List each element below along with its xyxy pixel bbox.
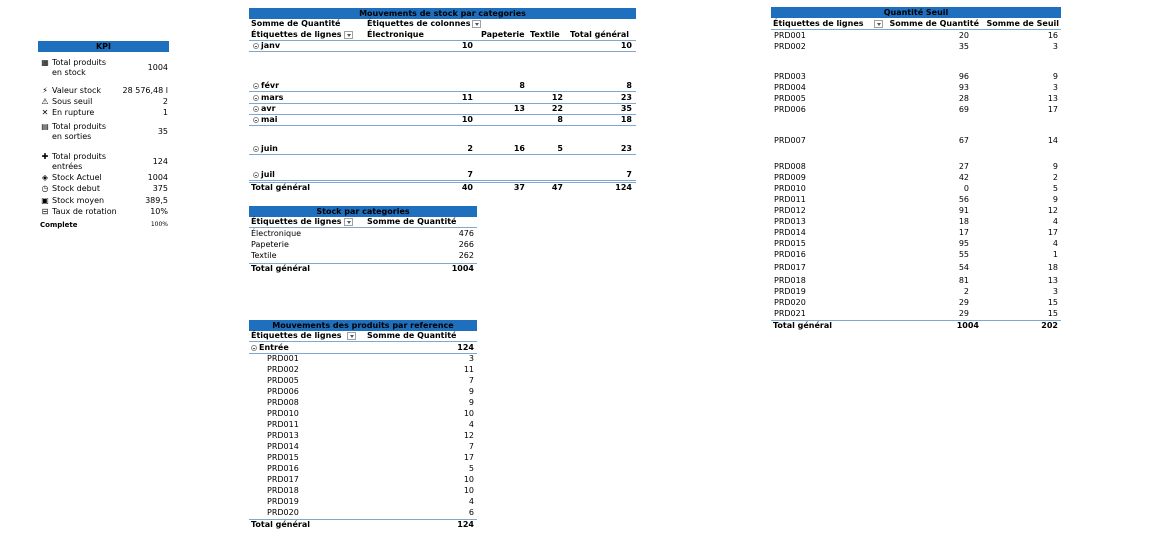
row-label: PRD019 xyxy=(774,287,806,296)
table-cell: 13 xyxy=(513,104,525,113)
row-label: PRD002 xyxy=(267,365,299,374)
seuil-cell: 17 xyxy=(1047,228,1058,237)
row-label: PRD006 xyxy=(774,105,806,114)
total-seuil: 202 xyxy=(1041,321,1058,330)
seuil-cell: 17 xyxy=(1047,105,1058,114)
qty-cell: 0 xyxy=(963,184,969,193)
row-label: PRD016 xyxy=(774,250,806,259)
row-label: PRD004 xyxy=(774,83,806,92)
kpi-value: 28 576,48 l xyxy=(122,86,168,95)
kpi-value: 2 xyxy=(162,97,168,106)
table-cell: 7 xyxy=(467,170,473,179)
total-label: Total général xyxy=(773,321,832,330)
expand-icon[interactable] xyxy=(253,172,259,178)
filter-icon[interactable] xyxy=(347,332,356,340)
table-cell: 262 xyxy=(458,251,474,260)
seuil-cell: 9 xyxy=(1052,72,1058,81)
qty-cell: 96 xyxy=(958,72,969,81)
table-row xyxy=(249,115,636,126)
row-label: PRD011 xyxy=(267,420,299,429)
seuil-cell: 16 xyxy=(1047,31,1058,40)
table-cell: 476 xyxy=(458,229,474,238)
qty-cell: 91 xyxy=(958,206,969,215)
row-header-filter[interactable] xyxy=(249,30,368,41)
row-label[interactable] xyxy=(253,104,276,114)
table-cell: 7 xyxy=(468,442,474,451)
total-cell: 124 xyxy=(615,183,632,192)
table-cell: 2 xyxy=(467,144,473,153)
kpi-label: Total produits en stock xyxy=(52,58,106,77)
qty-cell: 42 xyxy=(958,173,969,182)
clock-icon: ◷ xyxy=(41,184,49,193)
qty-cell: 2 xyxy=(963,287,969,296)
row-label-text: mars xyxy=(261,93,284,102)
seuil-cell: 9 xyxy=(1052,195,1058,204)
pivot-body xyxy=(249,19,636,192)
row-label: PRD014 xyxy=(267,442,299,451)
row-label: PRD018 xyxy=(267,486,299,495)
seuil-cell: 12 xyxy=(1047,206,1058,215)
row-label: Textile xyxy=(251,251,277,260)
row-header-filter[interactable] xyxy=(771,19,889,30)
row-label: PRD017 xyxy=(774,263,806,272)
qty-cell: 27 xyxy=(958,162,969,171)
kpi-value: 375 xyxy=(152,184,168,193)
row-label-text: juil xyxy=(261,170,275,179)
table-cell: 5 xyxy=(557,144,563,153)
table-row xyxy=(249,81,636,92)
row-label-text: avr xyxy=(261,104,276,113)
seuil-cell: 2 xyxy=(1052,173,1058,182)
table-cell: 4 xyxy=(468,497,474,506)
qty-cell: 81 xyxy=(958,276,969,285)
seuil-cell: 3 xyxy=(1052,287,1058,296)
seuil-cell: 13 xyxy=(1047,94,1058,103)
kpi-label: Stock Actuel xyxy=(52,173,102,182)
table-cell: 8 xyxy=(626,81,632,90)
seuil-cell: 13 xyxy=(1047,276,1058,285)
seuil-cell: 1 xyxy=(1052,250,1058,259)
bolt-icon: ⚡ xyxy=(42,86,48,95)
seuil-cell: 4 xyxy=(1052,239,1058,248)
qty-cell: 93 xyxy=(958,83,969,92)
seuil-cell: 14 xyxy=(1047,136,1058,145)
row-label: PRD001 xyxy=(267,354,299,363)
row-header-filter[interactable] xyxy=(249,217,367,228)
kpi-label: Taux de rotation xyxy=(52,207,117,216)
table-row xyxy=(249,41,636,52)
column-header: Total général xyxy=(570,30,629,39)
table-cell: 7 xyxy=(626,170,632,179)
total-label: Total général xyxy=(251,183,310,192)
table-cell: 35 xyxy=(620,104,632,113)
row-label[interactable] xyxy=(253,41,280,51)
expand-icon[interactable] xyxy=(253,117,259,123)
table-cell: 10 xyxy=(463,486,474,495)
row-label: PRD008 xyxy=(774,162,806,171)
table-cell: 10 xyxy=(463,409,474,418)
row-label: PRD011 xyxy=(774,195,806,204)
row-label: PRD015 xyxy=(267,453,299,462)
qty-cell: 95 xyxy=(958,239,969,248)
box-icon: ◈ xyxy=(41,173,49,182)
table-cell: 17 xyxy=(463,453,474,462)
warning-icon: ⚠ xyxy=(41,97,49,106)
row-label: PRD009 xyxy=(774,173,806,182)
qty-cell: 54 xyxy=(958,263,969,272)
table-row xyxy=(249,170,636,181)
table-row xyxy=(249,144,636,155)
kpi-label: En rupture xyxy=(52,108,95,117)
row-label: PRD019 xyxy=(267,497,299,506)
table-cell: 16 xyxy=(513,144,525,153)
kpi-label: Total produits en sorties xyxy=(52,122,106,141)
kpi-value: 124 xyxy=(152,157,168,166)
qty-cell: 35 xyxy=(958,42,969,51)
table-cell: 5 xyxy=(468,464,474,473)
qty-header: Somme de Quantité xyxy=(887,19,979,30)
row-header-label: Étiquettes de lignes xyxy=(251,331,342,340)
pivot-body xyxy=(249,217,477,277)
pivot-body xyxy=(249,331,477,531)
row-label-text: juin xyxy=(261,144,278,153)
table-cell: 22 xyxy=(551,104,563,113)
qty-cell: 56 xyxy=(958,195,969,204)
group-value: 124 xyxy=(457,343,474,352)
row-label: PRD002 xyxy=(774,42,806,51)
expand-icon[interactable] xyxy=(253,83,259,89)
qty-cell: 18 xyxy=(958,217,969,226)
corner-label: Somme de Quantité xyxy=(251,19,341,28)
column-header: Papeterie xyxy=(481,30,525,39)
row-header-filter[interactable] xyxy=(249,331,367,342)
row-label[interactable] xyxy=(253,144,278,154)
kpi-complete-value: 100% xyxy=(150,221,168,228)
row-label: PRD003 xyxy=(774,72,806,81)
row-label: PRD007 xyxy=(774,136,806,145)
table-cell: 11 xyxy=(463,365,474,374)
cross-icon: ✕ xyxy=(41,108,49,117)
pivot-title: Mouvements des produits par reference xyxy=(249,320,477,331)
total-cell: 40 xyxy=(461,183,473,192)
expand-icon[interactable] xyxy=(253,95,259,101)
kpi-label: Stock moyen xyxy=(52,196,105,205)
column-header-filter[interactable] xyxy=(367,19,481,29)
qty-cell: 29 xyxy=(958,298,969,307)
pivot-title: Mouvements de stock par categories xyxy=(249,8,636,19)
row-header-label: Étiquettes de lignes xyxy=(251,30,342,39)
seuil-cell: 9 xyxy=(1052,162,1058,171)
row-label[interactable] xyxy=(253,115,277,125)
kpi-title: KPI xyxy=(38,41,169,52)
table-row xyxy=(249,104,636,115)
column-header: Textile xyxy=(530,30,560,39)
row-label: PRD013 xyxy=(774,217,806,226)
table-icon: ▦ xyxy=(41,58,49,67)
seuil-cell: 3 xyxy=(1052,83,1058,92)
sheet-icon: ▤ xyxy=(41,122,49,131)
table-cell: 9 xyxy=(468,387,474,396)
qty-cell: 55 xyxy=(958,250,969,259)
kpi-value: 10% xyxy=(150,207,168,216)
kpi-value: 35 xyxy=(157,127,168,136)
row-label: PRD020 xyxy=(774,298,806,307)
seuil-cell: 4 xyxy=(1052,217,1058,226)
total-label: Total général xyxy=(251,264,310,273)
row-label: PRD005 xyxy=(774,94,806,103)
table-cell: 10 xyxy=(463,475,474,484)
expand-icon[interactable] xyxy=(253,43,259,49)
grid-icon: ▣ xyxy=(41,196,49,205)
plus-icon: ✚ xyxy=(41,152,49,161)
qty-cell: 29 xyxy=(958,309,969,318)
table-cell: 10 xyxy=(461,41,473,50)
row-label[interactable] xyxy=(253,93,283,103)
row-label: PRD006 xyxy=(267,387,299,396)
total-cell: 124 xyxy=(457,520,474,529)
row-label-text: févr xyxy=(261,81,280,90)
seuil-cell: 15 xyxy=(1047,298,1058,307)
kpi-value: 1004 xyxy=(147,173,168,182)
total-cell: 1004 xyxy=(451,264,474,273)
row-label: PRD021 xyxy=(774,309,806,318)
total-cell: 37 xyxy=(513,183,525,192)
row-label: PRD017 xyxy=(267,475,299,484)
row-label-text: janv xyxy=(261,41,281,50)
pivot-title: Quantité Seuil xyxy=(771,7,1061,18)
row-label: PRD010 xyxy=(774,184,806,193)
row-label[interactable] xyxy=(253,81,279,91)
row-label: PRD014 xyxy=(774,228,806,237)
row-label: Papeterie xyxy=(251,240,289,249)
table-cell: 11 xyxy=(461,93,473,102)
kpi-label: Stock debut xyxy=(52,184,100,193)
pivot-stock-categories xyxy=(249,206,477,276)
table-cell: 9 xyxy=(468,398,474,407)
kpi-value: 1 xyxy=(162,108,168,117)
table-row xyxy=(249,93,636,104)
qty-cell: 28 xyxy=(958,94,969,103)
pivot-quantite-seuil xyxy=(771,7,1061,333)
row-label: PRD016 xyxy=(267,464,299,473)
kpi-value: 1004 xyxy=(147,63,168,72)
table-cell: 23 xyxy=(620,144,632,153)
table-cell: 12 xyxy=(463,431,474,440)
expand-icon[interactable] xyxy=(253,106,259,112)
seuil-cell: 5 xyxy=(1052,184,1058,193)
pivot-body xyxy=(771,18,1061,333)
pivot-mouvements-categories xyxy=(249,8,636,192)
row-label: Électronique xyxy=(251,229,302,238)
row-label-text: mai xyxy=(261,115,278,124)
kpi-label: Sous seuil xyxy=(52,97,93,106)
table-cell: 8 xyxy=(557,115,563,124)
seuil-cell: 3 xyxy=(1052,42,1058,51)
row-header-label: Étiquettes de lignes xyxy=(251,217,342,226)
table-cell: 18 xyxy=(620,115,632,124)
row-label: PRD012 xyxy=(774,206,806,215)
qty-cell: 69 xyxy=(958,105,969,114)
total-qty: 1004 xyxy=(956,321,979,330)
table-cell: 4 xyxy=(468,420,474,429)
pivot-mouvements-reference xyxy=(249,320,477,532)
table-cell: 10 xyxy=(461,115,473,124)
table-cell: 8 xyxy=(519,81,525,90)
kpi-panel xyxy=(38,41,169,231)
kpi-complete-label: Complete xyxy=(40,221,78,229)
pivot-title: Stock par categories xyxy=(249,206,477,217)
qty-cell: 17 xyxy=(958,228,969,237)
row-label: PRD010 xyxy=(267,409,299,418)
row-label: PRD008 xyxy=(267,398,299,407)
row-header-label: Étiquettes de lignes xyxy=(773,19,864,28)
table-cell: 7 xyxy=(468,376,474,385)
row-label: PRD015 xyxy=(774,239,806,248)
row-label: PRD013 xyxy=(267,431,299,440)
row-label: PRD018 xyxy=(774,276,806,285)
group-line xyxy=(249,343,477,354)
seuil-cell: 18 xyxy=(1047,263,1058,272)
table-cell: 266 xyxy=(458,240,474,249)
seuil-header: Somme de Seuil xyxy=(979,19,1061,30)
dropdown-icon[interactable] xyxy=(874,20,883,28)
row-label[interactable] xyxy=(253,170,275,180)
group-label-text: Entrée xyxy=(259,343,289,352)
value-header: Somme de Quantité xyxy=(367,217,477,228)
kpi-label: Valeur stock xyxy=(52,86,102,95)
value-header: Somme de Quantité xyxy=(367,331,477,342)
kpi-value: 389,5 xyxy=(145,196,168,205)
dropdown-icon[interactable] xyxy=(344,31,353,39)
table-cell: 6 xyxy=(468,508,474,517)
kpi-label: Total produits entrées xyxy=(52,152,106,171)
total-label: Total général xyxy=(251,520,310,529)
table-cell: 12 xyxy=(551,93,563,102)
qty-cell: 67 xyxy=(958,136,969,145)
expand-icon[interactable] xyxy=(253,146,259,152)
row-label: PRD001 xyxy=(774,31,806,40)
row-label: PRD005 xyxy=(267,376,299,385)
row-label: PRD020 xyxy=(267,508,299,517)
column-header-label: Étiquettes de colonnes xyxy=(367,19,471,28)
dropdown-icon[interactable] xyxy=(344,218,353,226)
dropdown-icon[interactable] xyxy=(472,20,481,28)
seuil-cell: 15 xyxy=(1047,309,1058,318)
table-cell: 3 xyxy=(468,354,474,363)
table-cell: 23 xyxy=(620,93,632,102)
total-cell: 47 xyxy=(551,183,563,192)
column-header: Électronique xyxy=(367,30,424,39)
minus-box-icon: ⊟ xyxy=(41,207,49,216)
table-cell: 10 xyxy=(620,41,632,50)
qty-cell: 20 xyxy=(958,31,969,40)
